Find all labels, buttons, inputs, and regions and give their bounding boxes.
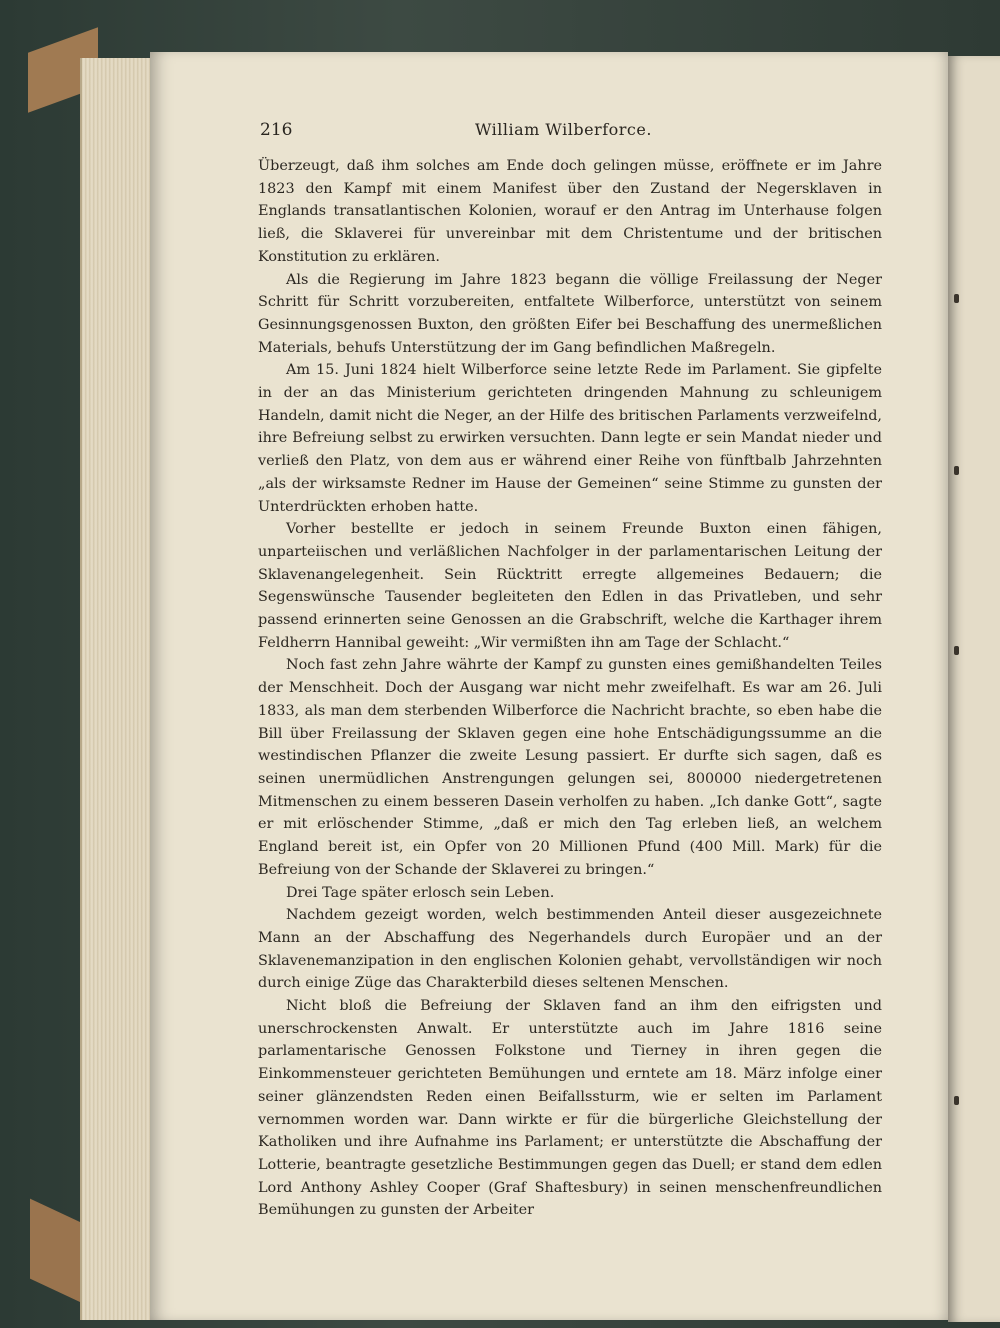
facing-page-mark <box>954 466 959 475</box>
paragraph: Nachdem gezeigt worden, welch bestimmenden Anteil dieser ausgezeichnete Mann an der Abschaffung des Negerhandels durch Europäer und an der Sklavenemanzipation in den englischen Kolonien gehabt, vervollständigen wir noch durch einige Züge das Charakterbild dieses seltenen Menschen. <box>258 907 882 992</box>
paragraph: Am 15. Juni 1824 hielt Wilberforce seine letzte Rede im Parlament. Sie gipfelte in der an das Ministerium gerichteten dringenden Mahnung zu schleunigem Handeln, damit nicht die Neger, an der Hilfe des britischen Parlaments verzweifelnd, ihre Befreiung selbst zu erwirken versuchten. Dann legte er sein Mandat nieder und verließ den Platz, von dem aus er während einer Reihe von fünftbalb Jahrzehnten „als der wirksamste Redner im Hause der Gemeinen“ seine Stimme zu gunsten der Unterdrückten erhoben hatte. <box>258 362 882 515</box>
page-header <box>260 120 880 144</box>
facing-page-mark <box>954 1096 959 1105</box>
paragraph: Überzeugt, daß ihm solches am Ende doch gelingen müsse, eröffnete er im Jahre 1823 den Kampf mit einem Manifest über den Zustand der Negersklaven in Englands transatlantischen Kolonien, worauf er den Antrag im Unterhause folgen ließ, die Sklaverei für unvereinbar mit dem Christentume und der britischen Konstitution zu erklären. <box>258 158 882 265</box>
running-title: William Wilberforce. <box>475 120 652 139</box>
paragraph: Nicht bloß die Befreiung der Sklaven fand an ihm den eifrigsten und unerschrockensten Anwalt. Er unterstützte auch im Jahre 1816 seine parlamentarische Genossen Folkstone und Tierney in ihren gegen die Einkommensteuer gerichteten Bemühungen und erntete am 18. März infolge einer seiner glänzendsten Reden einen Beifallssturm, wie er selten im Parlament vernommen worden war. Dann wirkte er für die bürgerliche Gleichstellung der Katholiken und ihre Aufnahme ins Parlament; er unterstützte die Abschaffung der Lotterie, beantragte gesetzliche Bestimmungen gegen das Duell; er stand dem edlen Lord Anthony Ashley Cooper (Graf Shaftesbury) in seinen menschenfreundlichen Bemühungen zu gunsten der Arbeiter <box>258 998 882 1219</box>
facing-page-mark <box>954 646 959 655</box>
paragraph: Drei Tage später erlosch sein Leben. <box>286 884 555 901</box>
facing-page-edge <box>948 56 1000 1322</box>
paragraph: Als die Regierung im Jahre 1823 begann die völlige Freilassung der Neger Schritt für Schritt vorzubereiten, entfaltete Wilberforce, unterstützt von seinem Gesinnungsgenossen Buxton, den größten Eifer bei Beschaffung des unermeßlichen Materials, behufs Unterstützung der im Gang befindlichen Maßregeln. <box>258 271 882 356</box>
body-text <box>258 155 882 1222</box>
page-number: 216 <box>260 120 293 140</box>
facing-page-mark <box>954 294 959 303</box>
paragraph: Vorher bestellte er jedoch in seinem Freunde Buxton einen fähigen, unparteiischen und verläßlichen Nachfolger in der parlamentarischen Leitung der Sklavenangelegenheit. Sein Rücktritt erregte allgemeines Bedauern; die Segenswünsche Tausender begleiteten den Edlen in das Privatleben, und sehr passend erinnerten seine Genossen an die Grabschrift, welche die Karthager ihrem Feldherrn Hannibal geweiht: „Wir vermißten ihn am Tage der Schlacht.“ <box>258 521 882 651</box>
paragraph: Noch fast zehn Jahre währte der Kampf zu gunsten eines gemißhandelten Teiles der Menschheit. Doch der Ausgang war nicht mehr zweifelhaft. Es war am 26. Juli 1833, als man dem sterbenden Wilberforce die Nachricht brachte, so eben habe die Bill über Freilassung der Sklaven gegen eine hohe Entschädigungssumme an die westindischen Pflanzer die zweite Lesung passiert. Er durfte sich sagen, daß es seinen unermüdlichen Anstrengungen gelungen sei, 800000 niedergetretenen Mitmenschen zu einem besseren Dasein verholfen zu haben. „Ich danke Gott“, sagte er mit erlöschender Stimme, „daß er mich den Tag erleben ließ, an welchem England bereit ist, ein Opfer von 20 Millionen Pfund (400 Mill. Mark) für die Befreiung von der Schande der Sklaverei zu bringen.“ <box>258 657 882 878</box>
